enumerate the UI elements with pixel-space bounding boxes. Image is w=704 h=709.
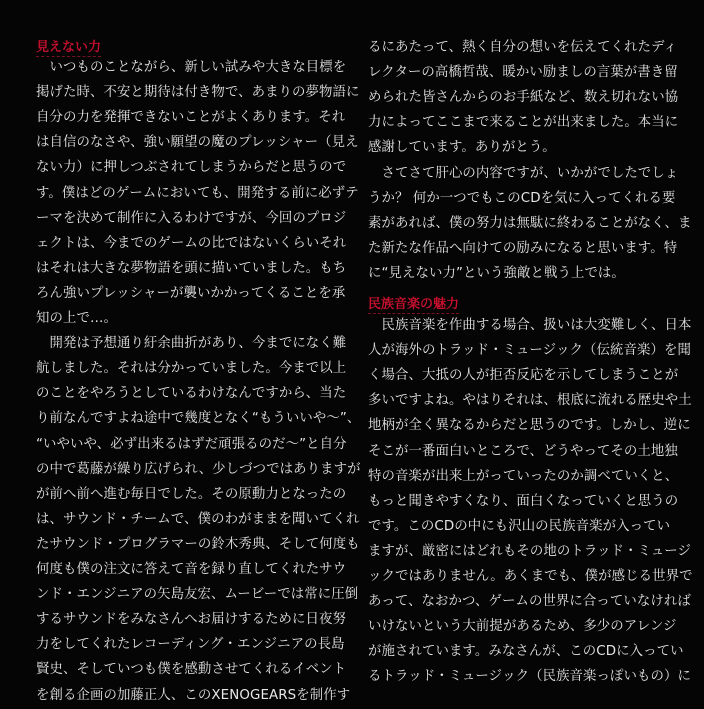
text-line: いつものことながら、新しい試みや大きな目標を [36,60,347,75]
text-line: 開発は予想通り紆余曲折があり、今までになく難 [36,336,347,352]
text-line: るトラッド・ミュージック（民族音楽っぽいもの）に [368,669,691,685]
text-line: ない力）に押しつぶされてしまうからだと思うので [36,160,347,176]
text-line: です。このCDの中にも沢山の民族音楽が入ってい [368,518,671,534]
text-line: 何度も僕の注文に答えて音を録り直してくれたサウ [36,562,347,577]
text-line: たサウンド・プログラマーの鈴木秀典、そして何度も [36,536,360,552]
text-line: ックではありません。あくまでも、僕が感じる世界で [368,569,693,584]
text-line: が施されています。みなさんが、このCDに入ってい [368,644,684,660]
text-line: 知の上で…。 [36,311,117,326]
section-heading-minzoku-ongaku: 民族音楽の魅力 [368,293,459,314]
text-line: るにあたって、熱く自分の想いを伝えてくれたディ [368,40,677,55]
text-line: さてさて肝心の内容ですが、いかがでしたでしょ [368,165,679,181]
text-line: は自信のなさや、強い願望の魔のプレッシャー（見え [36,135,359,151]
text-line: 力によってここまで来ることが出来ました。本当に [368,115,679,131]
text-line: 感謝しています。ありがとう。 [368,140,556,156]
text-line: められた皆さんからのお手紙など、数え切れない協 [368,90,679,106]
text-line: す。僕はどのゲームにおいても、開発する前に必ずテ [36,185,359,201]
text-line: 民族音楽を作曲する場合、扱いは大変難しく、日本 [368,318,692,333]
text-line: は、サウンド・チームで、僕のわがままを聞いてくれ [36,511,360,527]
text-line: の中で葛藤が繰り広げられ、少しづつではありますが [36,461,361,477]
text-line: あって、なおかつ、ゲームの世界に合っていなければ [368,594,691,610]
text-line: いけないという大前提があるため、多少のアレンジ [368,619,677,635]
text-line: レクターの高橋哲哉、暖かい励ましの言葉が書き留 [368,65,678,81]
text-line: り前なんですよね途中で幾度となく“もういいや～”、 [36,411,361,427]
text-line: うか？ 何か一つでもこのCDを気に入ってくれる要 [368,190,676,206]
text-line: 多いですよね。やはりそれは、根底に流れる歴史や土 [368,393,692,409]
text-line: するサウンドをみなさんへお届けするために日夜努 [36,612,347,628]
text-line: 素があれば、僕の努力は無駄に終わることがなく、ま [368,215,692,231]
text-line: 航しました。それは分かっていました。今まで以上 [36,361,347,377]
text-line: 力をしてくれたレコーディング・エンジニアの長島 [36,637,345,653]
text-line: ーマを決めて制作に入るわけですが、今回のプロジ [36,210,347,226]
text-line: 賢史、そしていつも僕を感動させてくれるイベント [36,662,347,678]
text-line: はそれは大きな夢物語を頭に描いていました。もち [36,260,347,276]
text-line: 掲げた時、不安と期待は付き物で、あまりの夢物語に [36,85,360,101]
text-line: そこが一番面白いところで、どうやってその土地独 [368,443,678,459]
text-line: ンド・エンジニアの矢島友宏、ムービーでは常に圧倒 [36,587,359,603]
text-line: く場合、大抵の人が拒否反応を示してしまうことが [368,368,679,384]
text-line: 特の音楽が出来上がっていったのか調べていくと、 [368,468,679,484]
section-heading-mienai-chikara: 見えない力 [36,36,101,57]
text-line: 人が海外のトラッド・ミュージック（伝統音楽）を聞 [368,343,691,359]
text-line: のことをやろうとしているわけなんですから、当た [36,386,347,402]
text-line: が前へ前へ進む毎日でした。その原動力となったの [36,486,347,502]
text-line: “いやいや、必ず出来るはずだ頑張るのだ～”と自分 [36,436,347,452]
text-line: ますが、厳密にはどれもその地のトラッド・ミュージ [368,543,691,559]
text-line: ろん強いプレッシャーが襲いかかってくることを承 [36,285,346,301]
text-line: を創る企画の加藤正人、このXENOGEARSを制作す [36,687,351,703]
text-line: に“見えない力”という強敵と戦う上では。 [368,265,625,281]
text-line: 地柄が全く異なるからだと思うのです。しかし、逆に [368,418,691,434]
text-line: ェクトは、今までのゲームの比ではないくらいそれ [36,235,347,251]
text-line: た新たな作品へ向けての励みになると思います。特 [368,240,678,256]
text-line: 自分の力を発揮できないことがよくあります。それ [36,110,346,126]
text-line: もっと聞きやすくなり、面白くなっていくと思うの [368,493,679,509]
